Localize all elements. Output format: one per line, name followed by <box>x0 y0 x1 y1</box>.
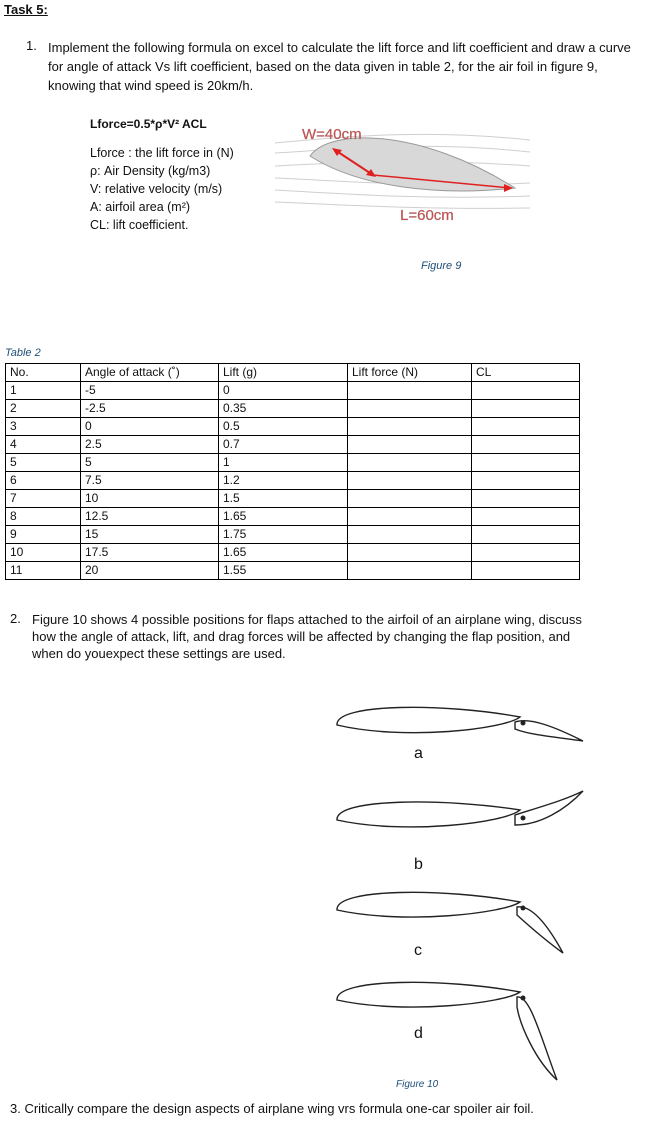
q1-number: 1. <box>26 38 37 53</box>
length-label: L=60cm <box>400 207 454 224</box>
cell: 1.65 <box>219 508 348 526</box>
table-header-row <box>6 364 580 382</box>
cell <box>472 544 580 562</box>
flap-label-b: b <box>414 856 423 873</box>
table-row <box>6 508 580 526</box>
cell <box>472 454 580 472</box>
cell: 10 <box>6 544 81 562</box>
cell: 12.5 <box>81 508 219 526</box>
cell: -2.5 <box>81 400 219 418</box>
flap-c-flap <box>517 907 563 953</box>
cell: 9 <box>6 526 81 544</box>
cell: 0.7 <box>219 436 348 454</box>
table-row <box>6 544 580 562</box>
cell: 4 <box>6 436 81 454</box>
q2-text: Figure 10 shows 4 possible positions for flaps attached to the airfoil of an airplane wing, discuss how the angle of attack, lift, and drag forces will be affected by changing the flap position, and when do youexpect these settings are used. <box>32 612 582 661</box>
airfoil-shape <box>310 138 515 191</box>
figure9-airfoil-diagram <box>270 118 540 228</box>
table-row <box>6 436 580 454</box>
cell: 7 <box>6 490 81 508</box>
flap-label-c: c <box>414 942 422 959</box>
definition-lforce: Lforce : the lift force in (N) <box>90 146 234 160</box>
cell: 1 <box>219 454 348 472</box>
cell: 10 <box>81 490 219 508</box>
table-row <box>6 418 580 436</box>
cell: -5 <box>81 382 219 400</box>
cell <box>472 526 580 544</box>
lift-formula: Lforce=0.5*ρ*V² ACL <box>90 117 207 131</box>
flap-b-flap <box>515 791 583 825</box>
cell <box>348 418 472 436</box>
table2 <box>5 363 580 580</box>
cell <box>348 472 472 490</box>
table-row <box>6 562 580 580</box>
table-row <box>6 490 580 508</box>
definition-velocity: V: relative velocity (m/s) <box>90 182 223 196</box>
cell <box>348 526 472 544</box>
flap-a-airfoil <box>337 707 520 732</box>
cell <box>472 472 580 490</box>
figure10-caption: Figure 10 <box>396 1079 439 1090</box>
q2-number: 2. <box>10 611 21 626</box>
cell: 3 <box>6 418 81 436</box>
cell <box>472 436 580 454</box>
cell <box>348 562 472 580</box>
definition-density: ρ: Air Density (kg/m3) <box>90 164 211 178</box>
width-label: W=40cm <box>302 126 362 143</box>
definition-cl: CL: lift coefficient. <box>90 218 189 232</box>
cell: 5 <box>6 454 81 472</box>
cell: 17.5 <box>81 544 219 562</box>
table2-caption: Table 2 <box>5 347 41 359</box>
figure9-caption: Figure 9 <box>421 260 462 272</box>
cell: 2 <box>6 400 81 418</box>
cell: 0.35 <box>219 400 348 418</box>
cell: 1.75 <box>219 526 348 544</box>
cell: 1.5 <box>219 490 348 508</box>
flap-label-a: a <box>414 745 423 762</box>
cell <box>348 400 472 418</box>
table-row <box>6 454 580 472</box>
cell: 0.5 <box>219 418 348 436</box>
flap-c-airfoil <box>337 892 520 917</box>
cell <box>348 490 472 508</box>
cell: 11 <box>6 562 81 580</box>
table-row <box>6 472 580 490</box>
cell <box>472 490 580 508</box>
cell: 8 <box>6 508 81 526</box>
definition-area: A: airfoil area (m²) <box>90 200 191 214</box>
col-header-lift: Lift (g) <box>219 364 348 382</box>
flap-d-flap <box>517 997 557 1080</box>
cell <box>472 508 580 526</box>
cell: 15 <box>81 526 219 544</box>
cell <box>472 418 580 436</box>
col-header-cl: CL <box>472 364 580 382</box>
flap-d-airfoil <box>337 982 520 1007</box>
q1-text: Implement the following formula on excel to calculate the lift force and lift coefficient and draw a curve for angle of attack Vs lift coefficient, based on the data given in table 2, for the air foil in figure 9, knowing that wind speed is 20km/h. <box>48 40 631 93</box>
cell: 6 <box>6 472 81 490</box>
table-row <box>6 400 580 418</box>
cell: 7.5 <box>81 472 219 490</box>
cell: 5 <box>81 454 219 472</box>
col-header-lift-force: Lift force (N) <box>348 364 472 382</box>
table-row <box>6 526 580 544</box>
cell <box>348 454 472 472</box>
cell: 1 <box>6 382 81 400</box>
table-row <box>6 382 580 400</box>
cell <box>348 382 472 400</box>
cell: 2.5 <box>81 436 219 454</box>
q3-text: 3. Critically compare the design aspects of airplane wing vrs formula one-car spoiler air foil. <box>10 1101 534 1116</box>
cell: 20 <box>81 562 219 580</box>
col-header-no: No. <box>6 364 81 382</box>
cell: 0 <box>81 418 219 436</box>
cell <box>472 562 580 580</box>
cell: 1.65 <box>219 544 348 562</box>
cell <box>472 400 580 418</box>
flap-label-d: d <box>414 1025 423 1042</box>
cell <box>348 544 472 562</box>
cell <box>348 436 472 454</box>
cell: 1.2 <box>219 472 348 490</box>
figure10-flap-diagram <box>325 695 595 1085</box>
cell <box>472 382 580 400</box>
cell: 1.55 <box>219 562 348 580</box>
task-title: Task 5: <box>4 2 48 17</box>
col-header-angle: Angle of attack (˚) <box>81 364 219 382</box>
cell: 0 <box>219 382 348 400</box>
flap-b-airfoil <box>337 802 520 827</box>
cell <box>348 508 472 526</box>
